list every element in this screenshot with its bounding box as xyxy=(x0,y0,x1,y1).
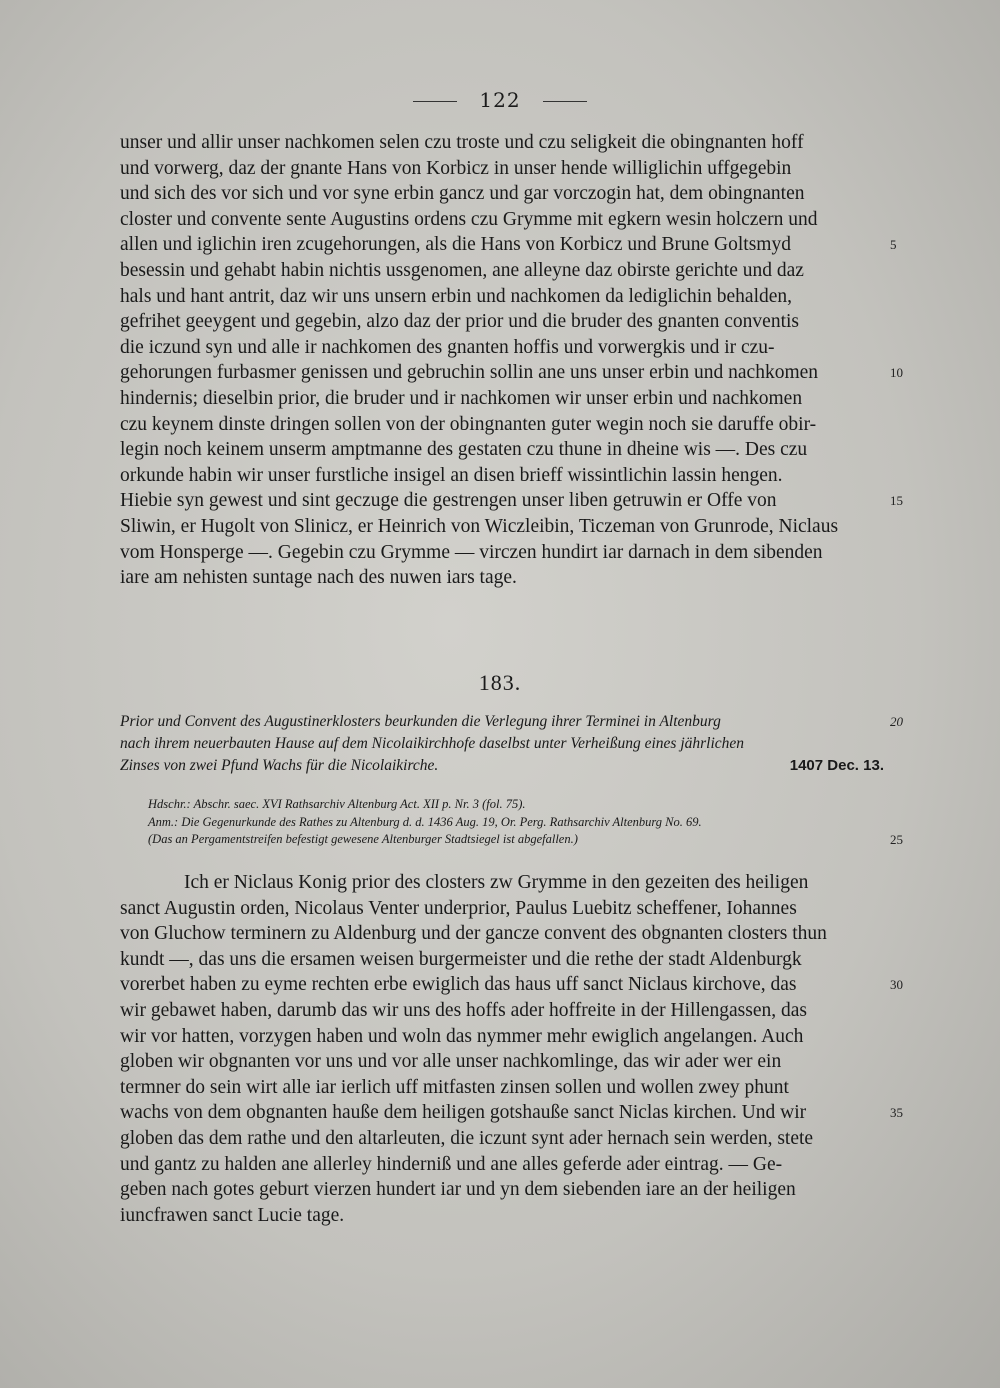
text-line xyxy=(120,1024,884,1050)
line-text: wachs von dem obgnanten hauße dem heiligen gotshauße sanct Niclas kirchen. Und wir xyxy=(120,1102,807,1124)
line-text: Hiebie syn gewest und sint geczuge die gestrengen unser liben getruwin er Offe von xyxy=(120,490,777,512)
text-line xyxy=(120,870,884,896)
line-text: Zinses von zwei Pfund Wachs für die Nicolaikirche. xyxy=(120,757,439,774)
line-text: gefrihet geeygent und gegebin, alzo daz der prior und die bruder des gnanten conventis xyxy=(120,311,800,333)
line-text: geben nach gotes geburt vierzen hundert iar und yn dem siebenden iare an der heiligen xyxy=(120,1179,796,1201)
line-text: und sich des vor sich und vor syne erbin gancz und gar vorczogin hat, dem obingnanten xyxy=(120,183,805,205)
line-text: czu keynem dinste dringen sollen von der obingnanten guter wegin noch sie daruffe obir- xyxy=(120,413,817,435)
text-line xyxy=(120,733,884,755)
line-text: Prior und Convent des Augustinerklosters beurkunden die Verlegung ihrer Terminei in Altenburg xyxy=(120,713,721,730)
line-text: closter und convente sente Augustins ordens czu Grymme mit egkern wesin holczern und xyxy=(120,208,818,230)
text-line xyxy=(120,1075,884,1101)
line-text: globen das dem rathe und den altarleuten, die iczunt synt ader hernach sein werden, stete xyxy=(120,1127,814,1149)
text-line xyxy=(120,755,884,777)
line-text: Hdschr.: Abschr. saec. XVI Rathsarchiv Altenburg Act. XII p. Nr. 3 (fol. 75). xyxy=(148,797,526,811)
text-line xyxy=(148,831,903,849)
text-line xyxy=(120,1203,884,1229)
source-notes xyxy=(148,796,903,849)
margin-line-number: 15 xyxy=(890,493,903,509)
line-text: legin noch keinem unserm amptmanne des gestaten czu thune in dheine wis —. Des czu xyxy=(120,439,808,461)
text-line xyxy=(120,1126,884,1152)
line-text: globen wir obgnanten vor uns und vor alle unser nachkomlinge, das wir ader wer ein xyxy=(120,1051,782,1073)
line-text: (Das an Pergamentstreifen befestigt gewesene Altenburger Stadtsiegel ist abgefallen.) xyxy=(148,832,578,846)
text-line xyxy=(120,972,903,998)
text-line xyxy=(120,232,897,258)
line-text: iare am nehisten suntage nach des nuwen iars tage. xyxy=(120,567,517,589)
line-text: kundt —, das uns die ersamen weisen burgermeister und die rethe der stadt Aldenburgk xyxy=(120,948,802,970)
line-text: termner do sein wirt alle iar ierlich uff mitfasten zinsen sollen und wollen zwey phunt xyxy=(120,1076,789,1098)
line-text: und vorwerg, daz der gnante Hans von Korbicz in unser hende williglichin uffgegebin xyxy=(120,157,792,179)
line-text: Ich er Niclaus Konig prior des closters zw Grymme in den gezeiten des heiligen xyxy=(184,872,809,893)
margin-line-number: 25 xyxy=(890,832,903,847)
line-text: wir vor hatten, vorzygen haben und woln das nymmer mehr ewiglich angelangen. Auch xyxy=(120,1025,804,1047)
line-text: besessin und gehabt habin nichtis ussgenomen, ane alleyne daz obirste gerichte und daz xyxy=(120,259,804,281)
text-line xyxy=(120,947,884,973)
text-line xyxy=(120,921,884,947)
header-rule-left xyxy=(413,101,457,102)
line-text: nach ihrem neuerbauten Hause auf dem Nicolaikirchhofe daselbst unter Verheißung eines jährlichen xyxy=(120,735,745,752)
text-line xyxy=(120,1177,884,1203)
text-line xyxy=(148,814,884,832)
text-line xyxy=(120,181,884,207)
page-number: 122 xyxy=(479,88,521,112)
text-line xyxy=(120,998,884,1024)
line-text: allen und iglichin iren zcugehorungen, als die Hans von Korbicz und Brune Goltsmyd xyxy=(120,234,791,256)
margin-line-number: 20 xyxy=(890,714,903,729)
line-text: hindernis; dieselbin prior, die bruder und ir nachkomen wir unser erbin und nachkomen xyxy=(120,387,803,409)
text-line xyxy=(120,711,903,733)
line-text: iuncfrawen sanct Lucie tage. xyxy=(120,1204,345,1226)
line-text: die iczund syn und alle ir nachkomen des gnanten hoffis und vorwergkis und ir czu- xyxy=(120,336,775,358)
line-text: vorerbet haben zu eyme rechten erbe ewiglich das haus uff sanct Niclaus kirchove, das xyxy=(120,974,797,996)
text-line xyxy=(120,386,884,412)
text-line xyxy=(120,258,884,284)
paragraph-2 xyxy=(120,870,903,1228)
text-line xyxy=(120,284,884,310)
line-text: vom Honsperge —. Gegebin czu Grymme — virczen hundirt iar darnach in dem sibenden xyxy=(120,541,823,563)
text-line xyxy=(120,335,884,361)
text-line xyxy=(120,514,884,540)
text-line xyxy=(148,796,884,814)
line-text: und gantz zu halden ane allerley hinderniß und ane alles geferde ader eintrag. — Ge- xyxy=(120,1153,783,1175)
line-text: Sliwin, er Hugolt von Slinicz, er Heinrich von Wiczleibin, Ticzeman von Grunrode, Niclaus xyxy=(120,515,839,537)
line-text: hals und hant antrit, daz wir uns unsern erbin und nachkomen da lediglichin behalden, xyxy=(120,285,793,307)
text-line xyxy=(120,412,884,438)
line-text: unser und allir unser nachkomen selen czu troste und czu seligkeit die obingnanten hoff xyxy=(120,132,804,153)
text-line xyxy=(120,896,884,922)
document-date: 1407 Dec. 13. xyxy=(789,757,884,774)
line-text: sanct Augustin orden, Nicolaus Venter underprior, Paulus Luebitz scheffener, Iohannes xyxy=(120,897,797,919)
text-line xyxy=(120,1049,884,1075)
paragraph-1 xyxy=(120,130,903,591)
margin-line-number: 5 xyxy=(890,237,897,253)
margin-line-number: 30 xyxy=(890,977,903,993)
margin-line-number: 35 xyxy=(890,1105,903,1121)
text-line xyxy=(120,437,884,463)
line-text: gehorungen furbasmer genissen und gebruchin sollin ane uns unser erbin und nachkomen xyxy=(120,362,819,384)
text-line xyxy=(120,1100,903,1126)
text-line xyxy=(120,540,884,566)
margin-line-number: 10 xyxy=(890,365,903,381)
text-line xyxy=(120,565,884,591)
regest xyxy=(120,711,903,777)
text-line xyxy=(120,463,884,489)
line-text: Anm.: Die Gegenurkunde des Rathes zu Altenburg d. d. 1436 Aug. 19, Or. Perg. Rathsarchiv Altenburg No. 69. xyxy=(148,814,702,829)
text-line xyxy=(120,130,884,156)
text-line xyxy=(120,207,884,233)
header-rule-right xyxy=(543,101,587,102)
text-line xyxy=(120,309,884,335)
line-text: von Gluchow terminern zu Aldenburg und der gancze convent des obgnanten closters thun xyxy=(120,923,827,945)
text-line xyxy=(120,156,884,182)
page-header xyxy=(0,88,1000,112)
text-line xyxy=(120,488,903,514)
text-line xyxy=(120,360,903,386)
line-text: wir gebawet haben, darumb das wir uns des hoffs ader hoffreite in der Hillengassen, das xyxy=(120,999,807,1021)
text-line xyxy=(120,1152,884,1178)
document-number: 183. xyxy=(478,670,522,695)
line-text: orkunde habin wir unser furstliche insigel an disen brieff wissintlichin lassin hengen. xyxy=(120,464,783,486)
